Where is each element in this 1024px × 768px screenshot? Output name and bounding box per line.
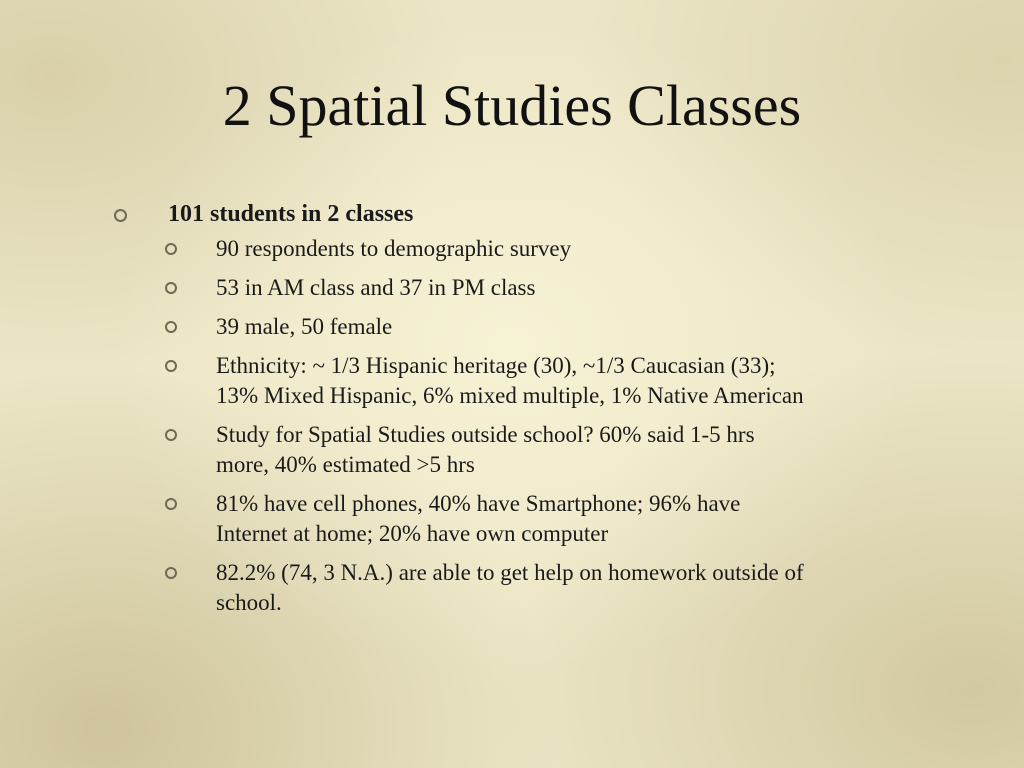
bullet-list: [112, 198, 932, 627]
sub-bullet: [112, 558, 806, 618]
circle-bullet-icon: [165, 360, 177, 372]
sub-bullet: [112, 312, 806, 342]
circle-bullet-icon: [165, 429, 177, 441]
sub-bullet: [112, 420, 806, 480]
sub-bullet: [112, 489, 806, 549]
sub-bullet-text: 53 in AM class and 37 in PM class: [216, 275, 536, 300]
sub-bullet: [112, 234, 806, 264]
sub-bullet-text: 39 male, 50 female: [216, 314, 393, 339]
sub-bullet-text: Study for Spatial Studies outside school? 60% said 1-5 hrs more, 40% estimated >5 hrs: [216, 422, 755, 477]
sub-bullet: [112, 351, 806, 411]
sub-bullet-text: 90 respondents to demographic survey: [216, 236, 572, 261]
sub-bullet-text: 82.2% (74, 3 N.A.) are able to get help on homework outside of school.: [216, 560, 804, 615]
sub-bullet-text: Ethnicity: ~ 1/3 Hispanic heritage (30), ~1/3 Caucasian (33); 13% Mixed Hispanic, 6% mixed multiple, 1% Native American: [216, 353, 804, 408]
circle-bullet-icon: [165, 282, 177, 294]
circle-bullet-icon: [114, 209, 127, 222]
sub-bullet-text: 81% have cell phones, 40% have Smartphone; 96% have Internet at home; 20% have own computer: [216, 491, 741, 546]
circle-bullet-icon: [165, 321, 177, 333]
main-bullet: [112, 198, 932, 230]
circle-bullet-icon: [165, 243, 177, 255]
slide-title: 2 Spatial Studies Classes: [222, 73, 802, 138]
circle-bullet-icon: [165, 567, 177, 579]
sub-bullet: [112, 273, 806, 303]
main-bullet-text: 101 students in 2 classes: [168, 201, 414, 227]
circle-bullet-icon: [165, 498, 177, 510]
